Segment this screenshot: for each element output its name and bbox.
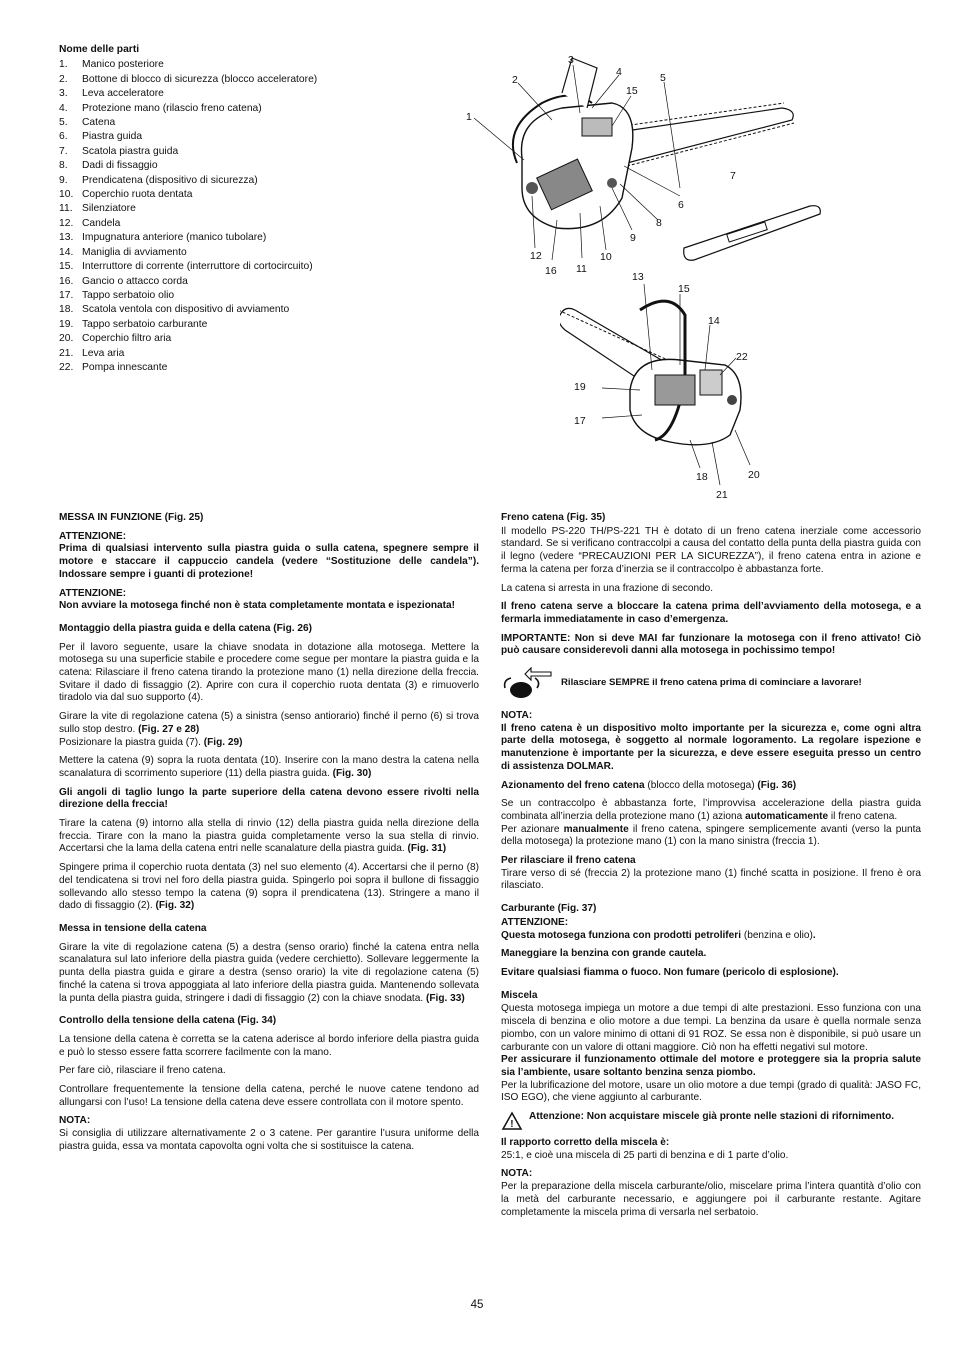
parts-list-item: 1. Manico posteriore: [59, 59, 164, 71]
paragraph: Spingere prima il coperchio ruota dentata (3) nel suo elemento (4). Accertarsi che il perno (8) del tendicatena si trovi nel foro della piastra guida. Spingerlo poi sopra il bullone di fissaggio sollevando allo stesso tempo la catena (9) sopra il prendicatena (13). Stringere a mano il dado di fissaggio (2). (Fig. 32): [59, 862, 479, 912]
brake-release-icon: [501, 666, 553, 700]
heading-control: Controllo della tensione della catena (Fig. 34): [59, 1015, 277, 1027]
parts-list-item: 10. Coperchio ruota dentata: [59, 189, 193, 201]
note-label: NOTA:: [59, 1115, 91, 1127]
attention-text-2: Non avviare la motosega finché non è stata completamente montata e ispezionata!: [59, 600, 456, 612]
parts-list-item: 19. Tappo serbatoio carburante: [59, 318, 208, 330]
figure-callout: 2: [512, 74, 518, 86]
figure-callout: 15: [678, 283, 690, 295]
parts-list-item: 22. Pompa innescante: [59, 361, 168, 373]
paragraph: Girare la vite di regolazione catena (5) a destra (senso orario) finché la catena entra nella scanalatura sul lato inferiore della piastra guida (vedere cerchietto). Sollevare leggermente la punta della piastra guida e girare a destra (senso orario) la vite di regolazione catena (5) finché la catena si trova appoggiata al lato inferiore della piastra guida. Mantenendo sollevata la punta della piastra guida, stringere i dadi di fissaggio (2) con la chiave snodata. (Fig. 33): [59, 941, 479, 1004]
paragraph-bold: IMPORTANTE: Non si deve MAI far funzionare la motosega con il freno attivato! Ciò può causare considerevoli danni alla motosega in pochissimo tempo!: [501, 632, 921, 657]
chainsaw-figure-top: [462, 48, 832, 278]
parts-list-item: 18. Scatola ventola con dispositivo di avviamento: [59, 304, 290, 316]
parts-list-item: 17. Tappo serbatoio olio: [59, 289, 175, 301]
parts-items: [59, 58, 459, 375]
heading-release: Per rilasciare il freno catena: [501, 855, 636, 867]
figure-callout: 7: [730, 170, 736, 182]
figure-callout: 22: [736, 351, 748, 363]
paragraph: Girare la vite di regolazione catena (5) a sinistra (senso antiorario) finché il perno (6) si trova sullo stop destro. (Fig. 27 e 28) Posizionare la piastra guida (7). (Fig. 29): [59, 711, 479, 748]
heading-ratio: Il rapporto corretto della miscela è:: [501, 1137, 670, 1149]
figure-callout: 21: [716, 489, 728, 500]
figure-callout: 13: [632, 271, 644, 283]
figure-callout: 5: [660, 72, 666, 84]
parts-list-item: 20. Coperchio filtro aria: [59, 333, 172, 345]
figure-callout: 16: [545, 265, 557, 277]
parts-list-item: 21. Leva aria: [59, 347, 125, 359]
parts-list: [59, 43, 459, 375]
paragraph: Per fare ciò, rilasciare il freno catena.: [59, 1065, 226, 1077]
paragraph: Si consiglia di utilizzare alternativamente 2 o 3 catene. Per garantire l’usura uniforme della piastra guida, essa va montata capovolta ogni volta che si sostituisce la catena.: [59, 1128, 479, 1152]
figure-callout: 14: [708, 315, 720, 327]
parts-list-title: Nome delle parti: [59, 44, 140, 55]
heading-mounting: Montaggio della piastra guida e della catena (Fig. 26): [59, 622, 312, 634]
parts-list-item: 8. Dadi di fissaggio: [59, 160, 158, 172]
figure-callout: 12: [530, 250, 542, 262]
brake-release-notice: [501, 666, 921, 700]
figure-callout: 9: [630, 232, 636, 244]
figure-callout: 6: [678, 199, 684, 211]
parts-list-item: 5. Catena: [59, 117, 116, 129]
left-column: [59, 512, 479, 1160]
parts-list-item: 6. Piastra guida: [59, 131, 143, 143]
svg-text:!: !: [510, 1119, 514, 1131]
attention-label: ATTENZIONE:: [501, 916, 569, 928]
figure-callout: 1: [466, 111, 472, 123]
page-number: 45: [470, 1299, 484, 1311]
parts-list-item: 9. Prendicatena (dispositivo di sicurezza): [59, 174, 258, 186]
paragraph: 25:1, e cioè una miscela di 25 parti di benzina e di 1 parte d’olio.: [501, 1149, 789, 1161]
paragraph-bold: Il freno catena è un dispositivo molto importante per la sicurezza e, come ogni altra parte della motosega, è soggetto al normale logoramento. La regolare ispezione e manutenzione è importante per la sicurezza, e deve essere eseguita presso un centro di assistenza DOLMAR.: [501, 722, 921, 772]
parts-list-item: 3. Leva acceleratore: [59, 88, 164, 100]
attention-label-1: ATTENZIONE:: [59, 530, 127, 542]
attention-label-2: ATTENZIONE:: [59, 587, 127, 599]
paragraph: La tensione della catena è corretta se la catena aderisce al bordo inferiore della piastra guida e può lo stesso essere fatta scorrere facilmente con la mano.: [59, 1033, 479, 1058]
note-label: NOTA:: [501, 710, 533, 722]
brake-release-text: Rilasciare SEMPRE il freno catena prima di cominciare a lavorare!: [561, 676, 862, 688]
fuel-warning-text: Attenzione: Non acquistare miscele già pronte nelle stazioni di rifornimento.: [529, 1111, 895, 1123]
heading-mix: Miscela: [501, 989, 538, 1001]
figure-callout: 19: [574, 381, 586, 393]
parts-list-item: 12. Candela: [59, 217, 121, 229]
paragraph-bold: Maneggiare la benzina con grande cautela.: [501, 948, 707, 960]
parts-list-item: 14. Maniglia di avviamento: [59, 246, 187, 258]
parts-list-item: 11. Silenziatore: [59, 203, 136, 215]
paragraph: Questa motosega impiega un motore a due tempi di alte prestazioni. Esso funziona con una miscela di benzina e olio motore a due tempi. La benzina da usare è quella normale senza piombo, con un valore minimo di ottani di 91 ROZ. Se essa non è disponibile, si può usare un carburante con un valore di ottani maggiore. Ciò non ha effetti negativi sul motore. Per assicurare il funzionamento ottimale del motore e proteggere sia la propria salute sia l’ambiente, usare soltanto benzina senza piombo. Per la lubrificazione del motore, usare un olio motore a due tempi (grado di qualità: JASO FC, ISO EGO), che viene aggiunto al carburante.: [501, 1003, 921, 1104]
fuel-warning: [501, 1111, 921, 1131]
paragraph: Per il lavoro seguente, usare la chiave snodata in dotazione alla motosega. Mettere la motosega su una superficie stabile e procedere come segue per montare la piastra guida e la catena: Rilasciare il freno catena tirando la protezione mano (1) nella direzione della freccia. Svitare il dado di fissaggio (2). Aprire con cura il coperchio ruota dentata (3) e rimuoverlo tiradolo via dal suo supporto (4).: [59, 641, 479, 704]
note-label: NOTA:: [501, 1168, 533, 1180]
figure-callout: 3: [568, 54, 574, 66]
chainsaw-figure-bottom: [560, 270, 780, 500]
attention-text-1: Prima di qualsiasi intervento sulla piastra guida o sulla catena, spegnere sempre il motore e staccare il cappuccio candela (vedere “Sostituzione delle candela”). Indossare sempre i guanti di protezione!: [59, 543, 479, 580]
paragraph: Se un contraccolpo è abbastanza forte, l’improvvisa accelerazione della piastra guida combinata all’inerzia della protezione mano (1) aziona automaticamente il freno catena. Per azionare manualmente il freno catena, spingere semplicemente avanti (verso la punta della motosega) la protezione mano (1) con la mano sinistra (freccia 1).: [501, 798, 921, 848]
figure-callout: 4: [616, 66, 622, 78]
right-column: [501, 512, 921, 1225]
paragraph: Il modello PS-220 TH/PS-221 TH è dotato di un freno catena inerziale come accessorio standard. Se si verificano contraccolpi a causa del contatto della punta della piastra guida con il legno (vedere “PRECAUZIONI PER LA SICUREZZA”), il freno catena entra in azione e ferma la catena per forza d’inerzia se il contraccolpo è abbastanza forte.: [501, 525, 921, 575]
figure-callout: 11: [576, 263, 587, 275]
paragraph: Controllare frequentemente la tensione della catena, perché le nuove catene tendono ad allungarsi con l’uso! La tensione della catena deve essere controllata con il motore spento.: [59, 1084, 479, 1108]
parts-list-item: 13. Impugnatura anteriore (manico tubolare): [59, 232, 267, 244]
heading-activation: Azionamento del freno catena (blocco della motosega) (Fig. 36): [501, 779, 797, 791]
warning-triangle-icon: [501, 1111, 523, 1131]
figure-callout: 10: [600, 251, 612, 263]
figure-callout: 17: [574, 415, 586, 427]
paragraph-bold: Gli angoli di taglio lungo la parte superiore della catena devono essere rivolti nella direzione della freccia!: [59, 786, 479, 811]
paragraph-bold: Il freno catena serve a bloccare la catena prima dell’avviamento della motosega, e a fermarla immediatamente in caso d’emergenza.: [501, 601, 921, 625]
heading-start: MESSA IN FUNZIONE (Fig. 25): [59, 512, 204, 523]
paragraph: La catena si arresta in una frazione di secondo.: [501, 582, 714, 594]
figure-callout: 18: [696, 471, 708, 483]
paragraph: Tirare la catena (9) intorno alla stella di rinvio (12) della piastra guida nella direzione della freccia. Tirare con la mano la piastra guida completamente verso la sua stella di rinvio. Accertarsi che la lama della catena entri nelle scanalature della piastra guida. (Fig. 31): [59, 818, 479, 855]
parts-list-item: 16. Gancio o attacco corda: [59, 275, 188, 287]
figure-callout: 15: [626, 85, 638, 97]
parts-list-item: 4. Protezione mano (rilascio freno catena): [59, 102, 262, 114]
paragraph: Per la preparazione della miscela carburante/olio, miscelare prima l’intera quantità d’olio con la metà del carburante necessario, e aggiungere poi il carburante restante. Agitare completamente la miscela prima di versarla nel serbatoio.: [501, 1181, 921, 1218]
paragraph-bold: Evitare qualsiasi fiamma o fuoco. Non fumare (pericolo di esplosione).: [501, 966, 839, 978]
heading-brake: Freno catena (Fig. 35): [501, 512, 606, 523]
heading-tension: Messa in tensione della catena: [59, 922, 207, 934]
parts-list-item: 15. Interruttore di corrente (interruttore di cortocircuito): [59, 261, 313, 273]
paragraph: Questa motosega funziona con prodotti petroliferi (benzina e olio).: [501, 929, 816, 941]
parts-list-item: 2. Bottone di blocco di sicurezza (blocco acceleratore): [59, 73, 318, 85]
figure-callout: 8: [656, 217, 662, 229]
figure-callout: 20: [748, 469, 760, 481]
heading-fuel: Carburante (Fig. 37): [501, 903, 597, 915]
paragraph: Tirare verso di sé (freccia 2) la protezione mano (1) finché scatta in posizione. Il freno è ora rilasciato.: [501, 867, 921, 892]
parts-list-item: 7. Scatola piastra guida: [59, 145, 179, 157]
paragraph: Mettere la catena (9) sopra la ruota dentata (10). Inserire con la mano destra la catena nella scanalatura di scorrimento superiore (11) della piastra guida. (Fig. 30): [59, 755, 479, 779]
